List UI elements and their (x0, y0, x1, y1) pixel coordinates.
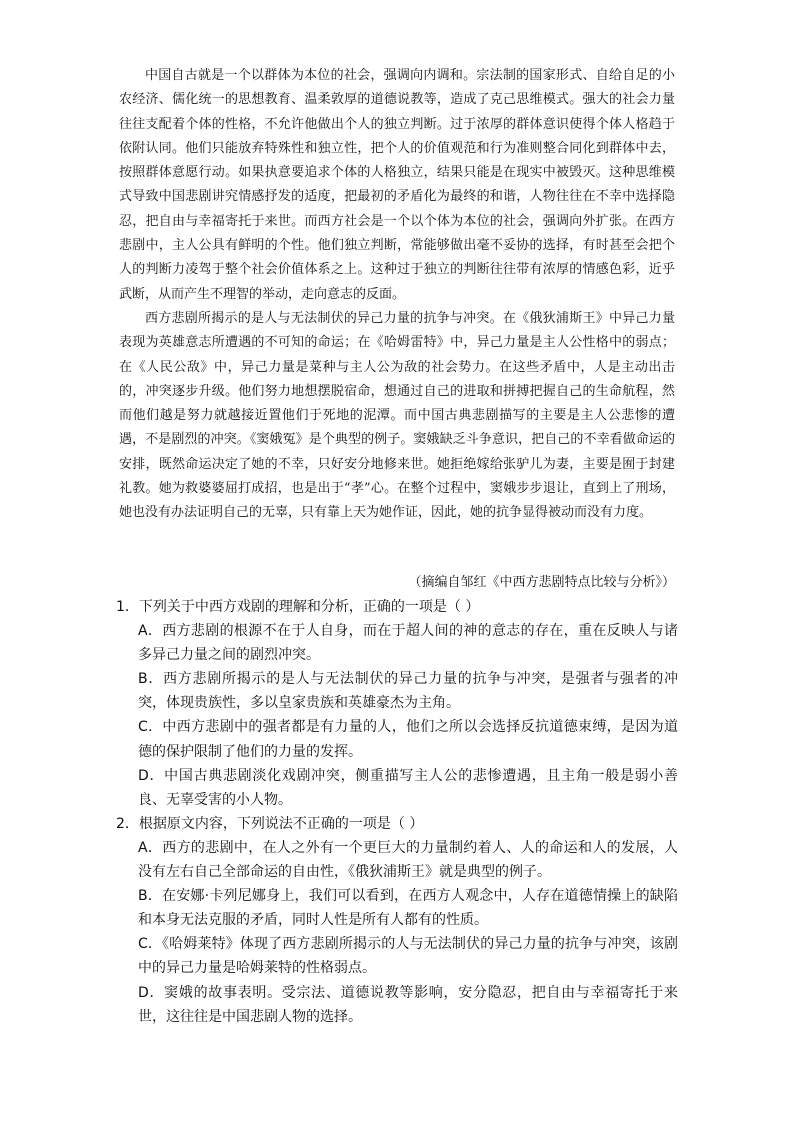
option-a: A．西方的悲剧中，在人之外有一个更巨大的力量制约着人、人的命运和人的发展，人没有左右自己全部命运的自由性，《俄狄浦斯王》就是典型的例子。 (138, 839, 678, 881)
reading-passage (119, 64, 675, 526)
question-1 (116, 595, 678, 812)
option-d: D．中国古典悲剧淡化戏剧冲突，侧重描写主人公的悲惨遭遇，且主角一般是弱小善良、无辜受害的小人物。 (138, 767, 678, 808)
option-c: C．中西方悲剧中的强者都是有力量的人，他们之所以会选择反抗道德束缚，是因为道德的保护限制了他们的力量的发挥。 (138, 719, 678, 760)
option-b: B．西方悲剧所揭示的是人与无法制伏的异己力量的抗争与冲突，是强者与强者的冲突，体现贵族性，多以皇家贵族和英雄豪杰为主角。 (138, 671, 678, 712)
option-d: D．窦娥的故事表明。受宗法、道德说教等影响，安分隐忍，把自由与幸福寄托于来世，这往往是中国悲剧人物的选择。 (138, 984, 678, 1025)
option-c: C．《哈姆莱特》体现了西方悲剧所揭示的人与无法制伏的异己力量的抗争与冲突，该剧中的异己力量是哈姆莱特的性格弱点。 (138, 936, 678, 977)
option-b: B．在安娜·卡列尼娜身上，我们可以看到，在西方人观念中，人存在道德情操上的缺陷和本身无法克服的矛盾，同时人性是所有人都有的性质。 (138, 888, 678, 929)
passage-paragraph-2: 西方悲剧所揭示的是人与无法制伏的异己力量的抗争与冲突。在《俄狄浦斯王》中异己力量表现为英雄意志所遭遇的不可知的命运；在《哈姆雷特》中，异己力量是主人公性格中的弱点；在《人民公敌》中，异己力量是菜种与主人公为敌的社会势力。在这些矛盾中，人是主动出击的，冲突逐步升级。他们努力地想摆脱宿命，想通过自己的进取和拼搏把握自己的生命航程，然而他们越是努力就越接近置他们于死地的泥潭。而中国古典悲剧描写的主要是主人公悲惨的遭遇，不是剧烈的冲突。《窦娥冤》是个典型的例子。窦娥缺乏斗争意识，把自己的不幸看做命运的安排，既然命运决定了她的不幸，只好安分地修来世。她拒绝嫁给张驴儿为妻，主要是囿于封建礼教。她为救婆婆屈打成招，也是出于“孝”心。在整个过程中，窦娥步步退让，直到上了刑场，她也没有办法证明自己的无辜，只有靠上天为她作证，因此，她的抗争显得被动而没有力度。 (119, 310, 675, 521)
question-stem: 1．下列关于中西方戏剧的理解和分析，正确的一项是（ ） (116, 599, 480, 615)
question-stem: 2．根据原文内容，下列说法不正确的一项是（ ） (116, 815, 424, 832)
option-a: A．西方悲剧的根源不在于人自身，而在于超人间的神的意志的存在，重在反映人与诸多异己力量之间的剧烈冲突。 (138, 623, 678, 664)
passage-paragraph-1: 中国自古就是一个以群体为本位的社会，强调向内调和。宗法制的国家形式、自给自足的小农经济、儒化统一的思想教育、温柔敦厚的道德说教等，造成了克己思维模式。强大的社会力量往往支配着个体的性格，不允许他做出个人的独立判断。过于浓厚的群体意识使得个体人格趋于依附认同。他们只能放弃特殊性和独立性，把个人的价值观范和行为准则整合同化到群体中去，按照群体意愿行动。如果执意要追求个体的人格独立，结果只能是在现实中被毁灭。这种思维模式导致中国悲剧讲究情感抒发的适度，把最初的矛盾化为最终的和谐，人物往往在不幸中选择隐忍，把自由与幸福寄托于来世。而西方社会是一个以个体为本位的社会，强调向外扩张。在西方悲剧中，主人公具有鲜明的个性。他们独立判断，常能够做出毫不妥协的选择，有时甚至会把个人的判断力凌驾于整个社会价值体系之上。这种过于独立的判断往往带有浓厚的情感色彩，近乎武断，从而产生不理智的举动，走向意志的反面。 (119, 68, 675, 302)
question-list (116, 595, 678, 1029)
passage-source: （摘编自邹红《中西方悲剧特点比较与分析》） (408, 575, 675, 590)
question-2 (116, 812, 678, 1029)
